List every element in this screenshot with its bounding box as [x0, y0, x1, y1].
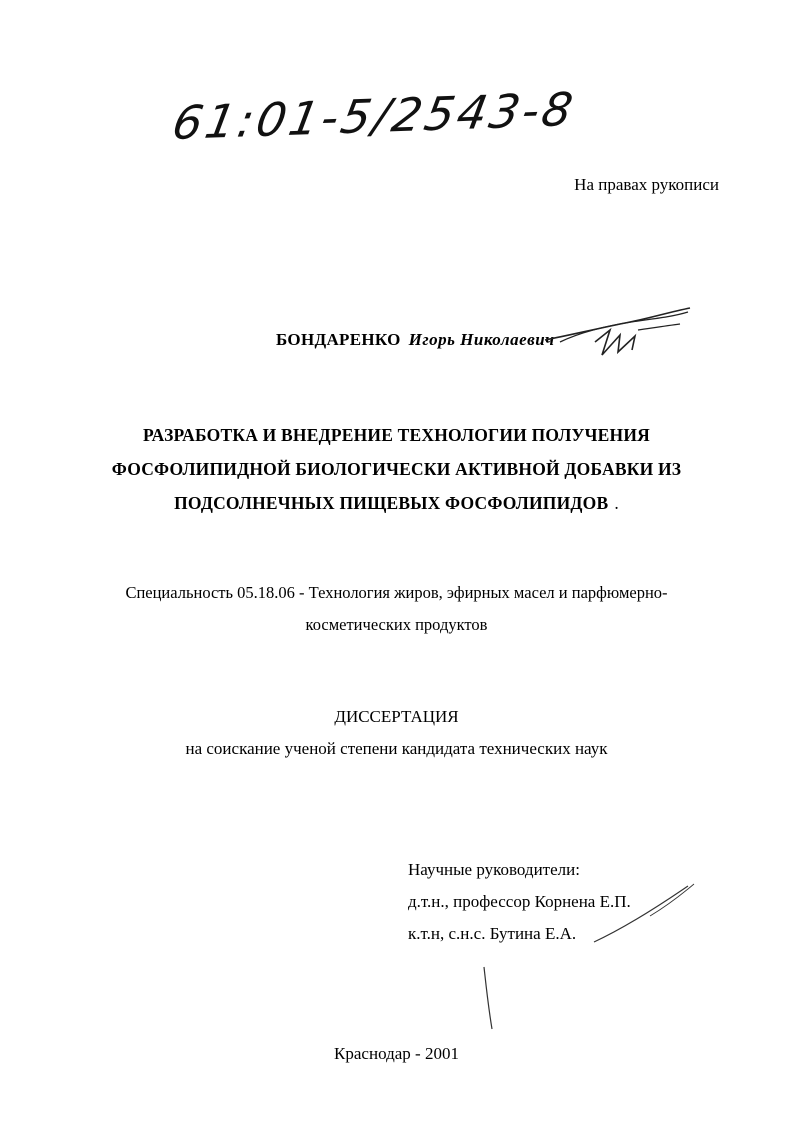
dissertation-subheading: на соискание ученой степени кандидата технических наук — [185, 739, 608, 758]
city-year: Краснодар - 2001 — [334, 1044, 459, 1063]
archive-code: 61:01-5/2543-8 — [168, 82, 580, 150]
supervisor-1: д.т.н., профессор Корнена Е.П. — [408, 892, 631, 911]
title-line-1: РАЗРАБОТКА И ВНЕДРЕНИЕ ТЕХНОЛОГИИ ПОЛУЧЕНИЯ — [143, 425, 650, 445]
title-line-3-text: ПОДСОЛНЕЧНЫХ ПИЩЕВЫХ ФОСФОЛИПИДОВ — [174, 493, 609, 513]
author-signature — [540, 300, 700, 370]
title-line-2: ФОСФОЛИПИДНОЙ БИОЛОГИЧЕСКИ АКТИВНОЙ ДОБАВКИ ИЗ — [111, 459, 682, 479]
dissertation-heading: ДИССЕРТАЦИЯ — [334, 707, 459, 726]
specialty-line-1: Специальность 05.18.06 - Технология жиров, эфирных масел и парфюмерно- — [125, 583, 668, 602]
manuscript-rights-note: На правах рукописи — [574, 175, 719, 194]
supervisor-2: к.т.н, с.н.с. Бутина Е.А. — [408, 924, 577, 943]
supervisor-signature — [590, 880, 700, 950]
dissertation-title — [0, 418, 793, 520]
supervisors-heading: Научные руководители: — [408, 860, 580, 879]
title-trailing-mark: . — [614, 493, 619, 513]
specialty — [0, 577, 793, 641]
margin-stroke — [478, 965, 498, 1035]
dissertation-heading-block — [0, 701, 793, 765]
specialty-line-2: косметических продуктов — [305, 615, 488, 634]
title-line-3 — [0, 486, 793, 520]
author-surname: БОНДАРЕНКО — [276, 330, 401, 349]
author-name — [276, 330, 555, 350]
author-given-names: Игорь Николаевич — [408, 330, 555, 349]
